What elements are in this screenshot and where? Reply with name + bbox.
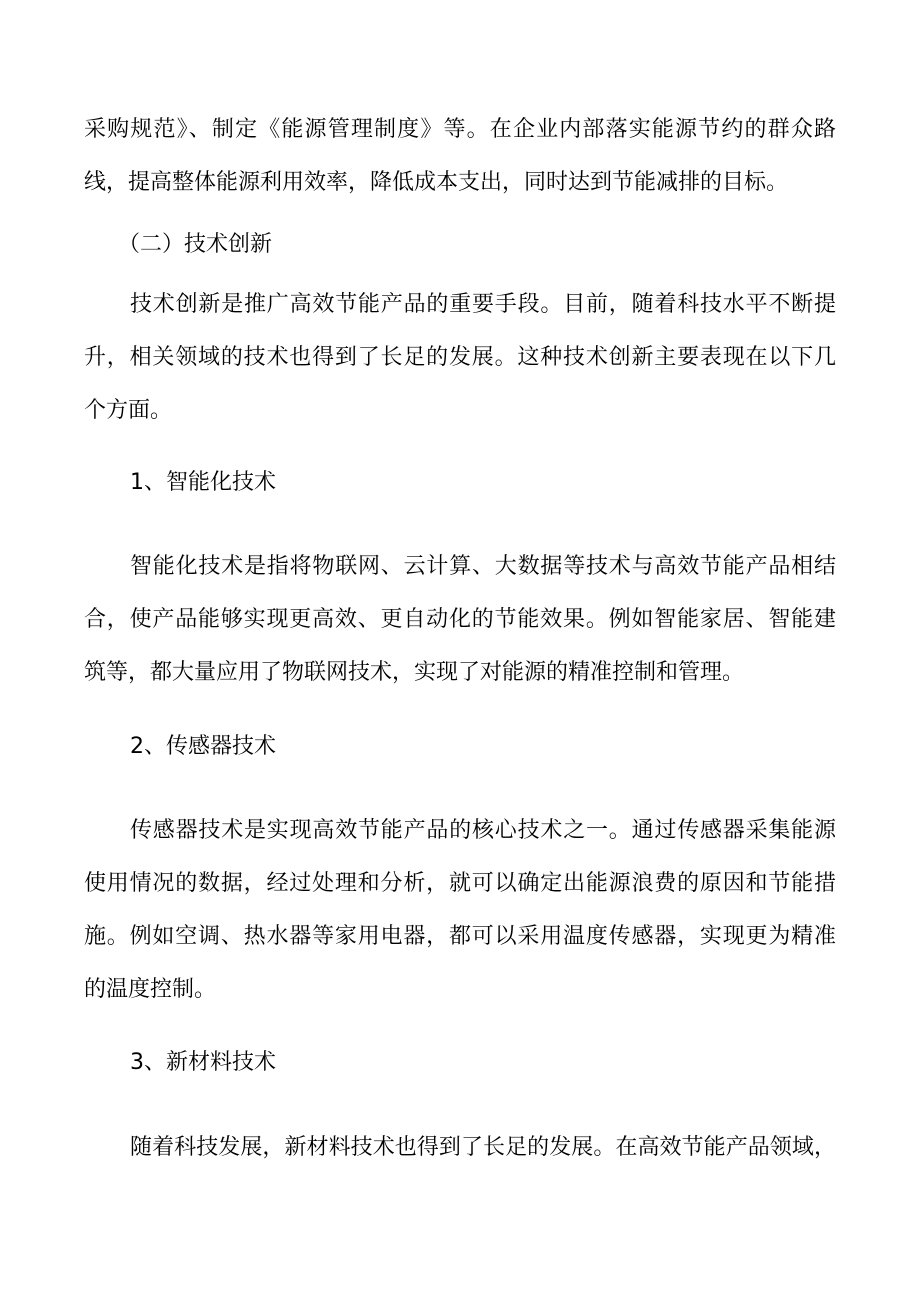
paragraph-line — [0, 341, 920, 375]
text-line: 技术创新是推广高效节能产品的重要手段。目前，随着科技水平不断提 — [130, 292, 836, 317]
text-line: 智能化技术是指将物联网、云计算、大数据等技术与高效节能产品相结 — [130, 554, 836, 579]
paragraph-line — [0, 113, 920, 147]
section-heading — [0, 228, 920, 262]
text-line: 使用情况的数据，经过处理和分析，就可以确定出能源浪费的原因和节能措 — [84, 871, 836, 896]
heading-text: （二）技术创新 — [118, 232, 273, 257]
subsection-heading — [0, 730, 920, 764]
subsection-heading — [0, 466, 920, 500]
text-line: 升，相关领域的技术也得到了长足的发展。这种技术创新主要表现在以下几 — [84, 345, 836, 370]
text-line: 采购规范》、制定《能源管理制度》等。在企业内部落实能源节约的群众路 — [84, 117, 836, 142]
paragraph-line — [0, 1131, 920, 1165]
text-line: 的温度控制。 — [84, 977, 217, 1002]
text-line: 个方面。 — [84, 398, 173, 423]
subsection-heading — [0, 1046, 920, 1080]
text-line: 施。例如空调、热水器等家用电器，都可以采用温度传感器，实现更为精准 — [84, 924, 836, 949]
text-line: 传感器技术是实现高效节能产品的核心技术之一。通过传感器采集能源 — [130, 818, 836, 843]
text-line: 合，使产品能够实现更高效、更自动化的节能效果。例如智能家居、智能建 — [84, 607, 836, 632]
paragraph-line — [0, 603, 920, 637]
heading-text: 1、智能化技术 — [130, 470, 276, 495]
paragraph-line — [0, 288, 920, 322]
paragraph-line — [0, 166, 920, 200]
paragraph-line — [0, 973, 920, 1007]
paragraph-line — [0, 656, 920, 690]
text-line: 筑等，都大量应用了物联网技术，实现了对能源的精准控制和管理。 — [84, 660, 745, 685]
heading-text: 3、新材料技术 — [130, 1050, 276, 1075]
paragraph-line — [0, 867, 920, 901]
heading-text: 2、传感器技术 — [130, 734, 276, 759]
text-line: 线，提高整体能源利用效率，降低成本支出，同时达到节能减排的目标。 — [84, 170, 789, 195]
paragraph-line — [0, 920, 920, 954]
paragraph-line — [0, 814, 920, 848]
paragraph-line — [0, 394, 920, 428]
text-line: 随着科技发展，新材料技术也得到了长足的发展。在高效节能产品领域， — [130, 1135, 836, 1160]
paragraph-line — [0, 550, 920, 584]
